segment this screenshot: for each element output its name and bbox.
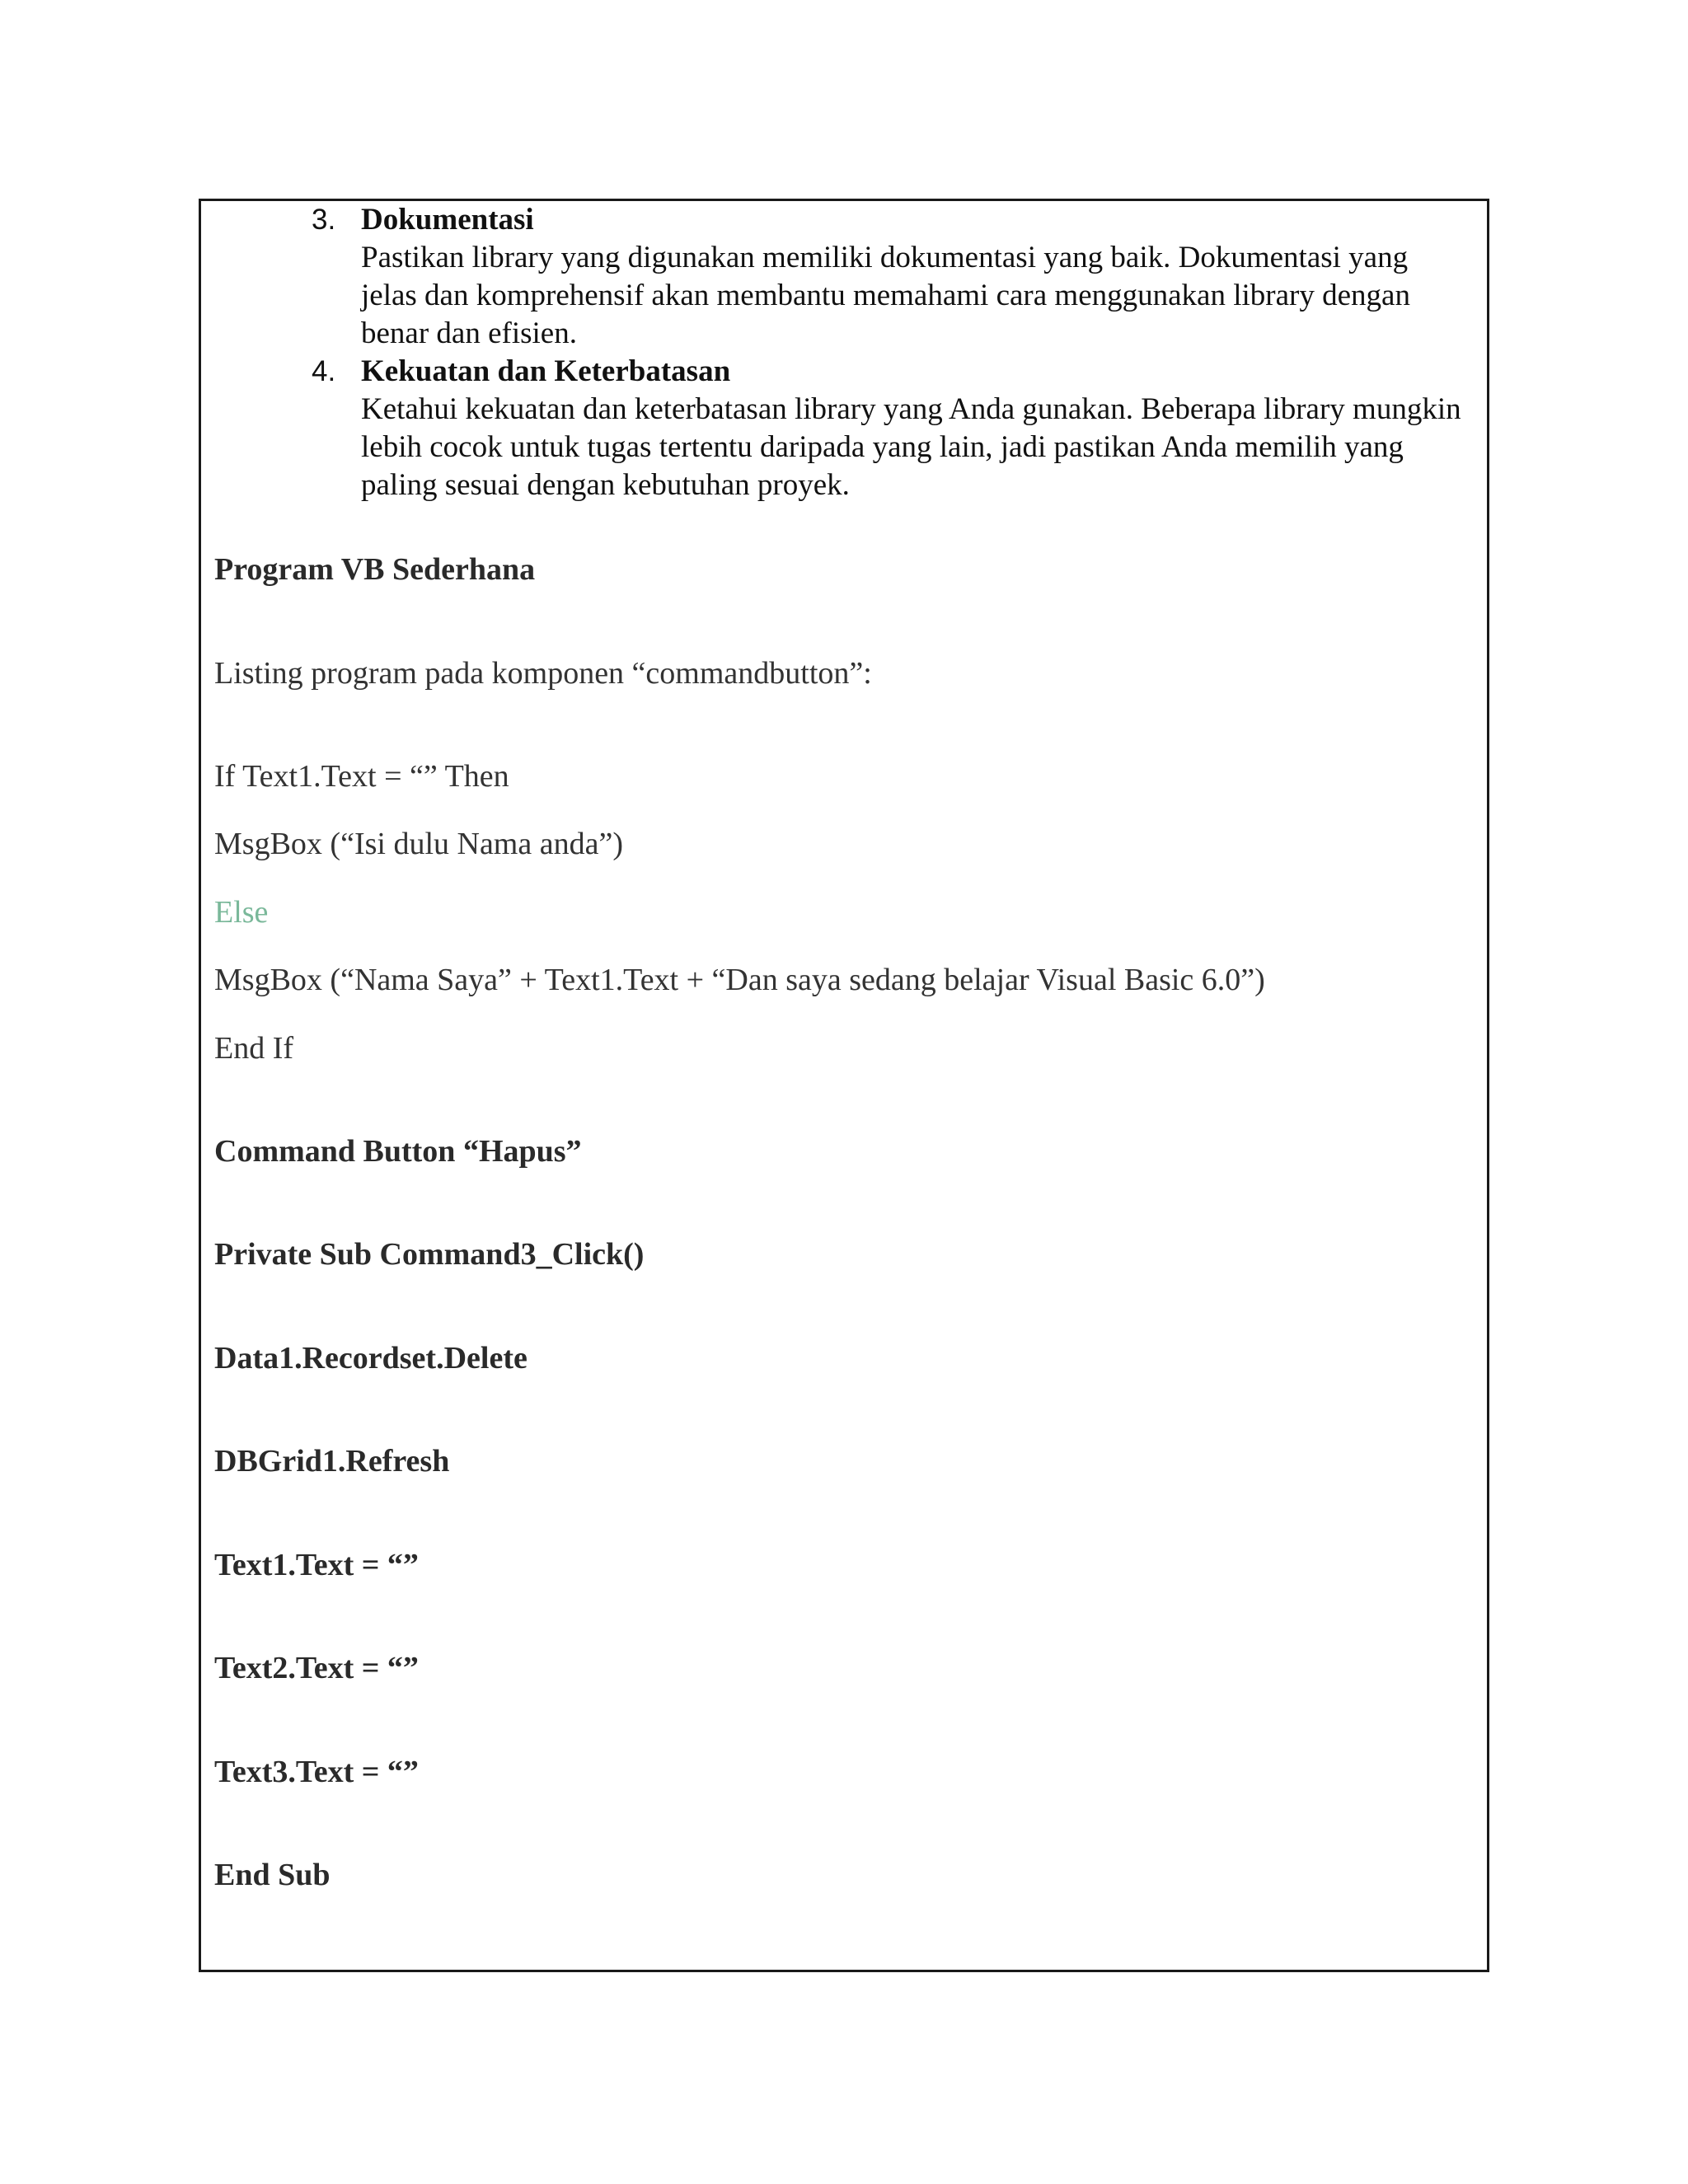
- code-line: Data1.Recordset.Delete: [214, 1341, 528, 1376]
- list-item-text: Ketahui kekuatan dan keterbatasan library yang Anda gunakan. Beberapa library mungkin lebih cocok untuk tugas tertentu daripada yang lain, jadi pastikan Anda memilih yang paling sesuai dengan kebutuhan proyek.: [361, 392, 1461, 502]
- list-item-title: Dokumentasi: [361, 203, 534, 237]
- code-line: If Text1.Text = “” Then: [214, 759, 509, 794]
- code-line: End If: [214, 1031, 294, 1066]
- list-item-title: Kekuatan dan Keterbatasan: [361, 354, 731, 388]
- code-line: MsgBox (“Isi dulu Nama anda”): [214, 827, 623, 861]
- document-box: [199, 199, 1489, 1972]
- code-line: End Sub: [214, 1858, 331, 1892]
- list-number: 4.: [312, 355, 336, 387]
- code-line: Private Sub Command3_Click(): [214, 1237, 645, 1272]
- list-item-text: Pastikan library yang digunakan memiliki dokumentasi yang baik. Dokumentasi yang jelas dan komprehensif akan membantu memahami cara menggunakan library dengan benar dan efisien.: [361, 241, 1410, 350]
- code-line: Text2.Text = “”: [214, 1651, 419, 1685]
- code2-title: Command Button “Hapus”: [214, 1134, 582, 1169]
- section-title: Program VB Sederhana: [214, 552, 536, 587]
- code-line: Text1.Text = “”: [214, 1548, 419, 1582]
- list-number: 3.: [312, 204, 336, 236]
- code-line: MsgBox (“Nama Saya” + Text1.Text + “Dan saya sedang belajar Visual Basic 6.0”): [214, 963, 1265, 997]
- code-line: Else: [214, 895, 269, 930]
- code-line: DBGrid1.Refresh: [214, 1444, 450, 1479]
- code-line: Text3.Text = “”: [214, 1755, 419, 1789]
- listing-intro: Listing program pada komponen “commandbutton”:: [214, 656, 872, 691]
